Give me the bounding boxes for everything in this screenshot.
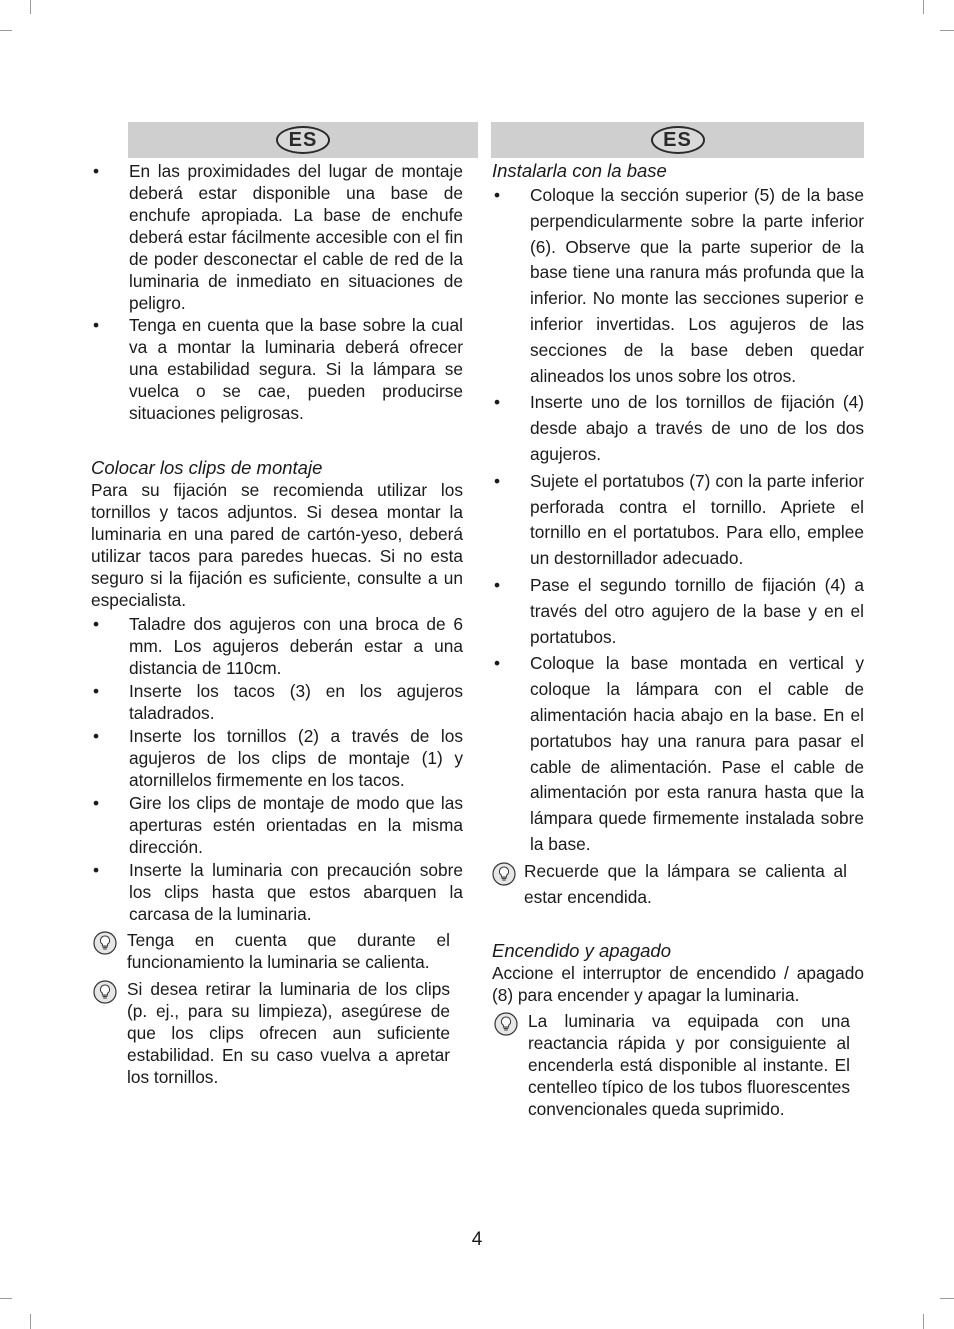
crop-mark (0, 30, 12, 31)
list-item: • Sujete el portatubos (7) con la parte inferior perforada contra el tornillo. Apriete el tornillo en el portatubos. Para ello, emplee un destornillador adecuado. (493, 470, 864, 569)
intro-bullet-list (91, 160, 463, 424)
section-heading: Colocar los clips de montaje (91, 457, 323, 478)
note-heat: Tenga en cuenta que durante el funcionamiento la luminaria se calienta. (91, 929, 450, 973)
section-paragraph: Accione el interruptor de encendido / apagado (8) para encender y apagar la luminaria. (492, 963, 864, 1006)
crop-mark (30, 1314, 31, 1329)
mounting-bullet-list (91, 613, 463, 925)
note-removal: Si desea retirar la luminaria de los clips (p. ej., para su limpieza), asegúrese de que los clips ofrecen aun suficiente estabilidad. En su caso vuelva a apretar los tornillos. (91, 978, 450, 1088)
crop-mark (30, 0, 31, 14)
lightbulb-icon (93, 931, 117, 955)
language-header-bar (128, 122, 478, 158)
section-heading: Instalarla con la base (492, 160, 667, 181)
page-number: 4 (471, 1229, 483, 1250)
base-bullet-list (492, 183, 864, 858)
list-item: • Inserte uno de los tornillos de fijación (4) desde abajo a través de uno de los dos agujeros. (493, 392, 864, 464)
list-item: • Coloque la sección superior (5) de la base perpendicularmente sobre la parte inferior (6). Observe que la parte superior de la base tiene una ranura más profunda que la inferior. No monte las secciones superior e inferior invertidas. Los agujeros de las secciones de la base deben quedar alineados los unos sobre los otros. (493, 185, 864, 386)
list-item: • En las proximidades del lugar de montaje deberá estar disponible una base de enchufe apropiada. La base de enchufe deberá estar fácilmente accesible con el fin de poder desconectar el cable de red de la luminaria de inmediato en situaciones de peligro. (92, 161, 463, 313)
list-item: • Inserte los tacos (3) en los agujeros taladrados. (92, 681, 463, 723)
lightbulb-icon (93, 980, 117, 1004)
crop-mark (940, 1298, 954, 1299)
crop-mark (940, 30, 954, 31)
list-item: • Gire los clips de montaje de modo que las aperturas estén orientadas en la misma dirección. (92, 793, 463, 857)
section-paragraph: Para su fijación se recomienda utilizar los tornillos y tacos adjuntos. Si desea montar la luminaria en una pared de cartón-yeso, deberá utilizar tacos para paredes huecas. Si no esta seguro si la fijación es suficiente, consulte a un especialista. (91, 480, 463, 610)
note-ballast: La luminaria va equipada con una reactancia rápida y por consiguiente al encenderla está disponible al instante. El centelleo típico de los tubos fluorescentes convencionales queda suprimido. (492, 1010, 850, 1120)
crop-mark (923, 0, 924, 14)
list-item: • Taladre dos agujeros con una broca de 6 mm. Los agujeros deberán estar a una distancia de 110cm. (92, 614, 463, 678)
language-badge: ES (276, 126, 330, 154)
note-hot-lamp: Recuerde que la lámpara se calienta al estar encendida. (492, 859, 847, 911)
section-heading: Encendido y apagado (492, 940, 671, 962)
language-badge: ES (651, 126, 705, 154)
lightbulb-icon (494, 1012, 518, 1036)
crop-mark (923, 1314, 924, 1329)
list-item: • Coloque la base montada en vertical y coloque la lámpara con el cable de alimentación hacia abajo en la base. En el portatubos hay una ranura para pasar el cable de alimentación. Pase el cable de alimentación por esta ranura hasta que la lámpara quede firmemente instalada sobre la base. (493, 653, 864, 854)
list-item: • Pase el segundo tornillo de fijación (4) a través del otro agujero de la base y en el portatubos. (493, 574, 864, 647)
crop-mark (0, 1298, 12, 1299)
right-content (492, 160, 864, 1120)
list-item: • Inserte la luminaria con precaución sobre los clips hasta que estos abarquen la carcasa de la luminaria. (92, 860, 463, 924)
left-content (91, 160, 463, 1088)
list-item: • Inserte los tornillos (2) a través de los agujeros de los clips de montaje (1) y atornillelos firmemente en los tacos. (92, 726, 463, 790)
lightbulb-icon (492, 862, 516, 886)
list-item: • Tenga en cuenta que la base sobre la cual va a montar la luminaria deberá ofrecer una estabilidad segura. Si la lámpara se vuelca o se cae, pueden producirse situaciones peligrosas. (92, 315, 463, 423)
language-header-bar (491, 122, 864, 158)
